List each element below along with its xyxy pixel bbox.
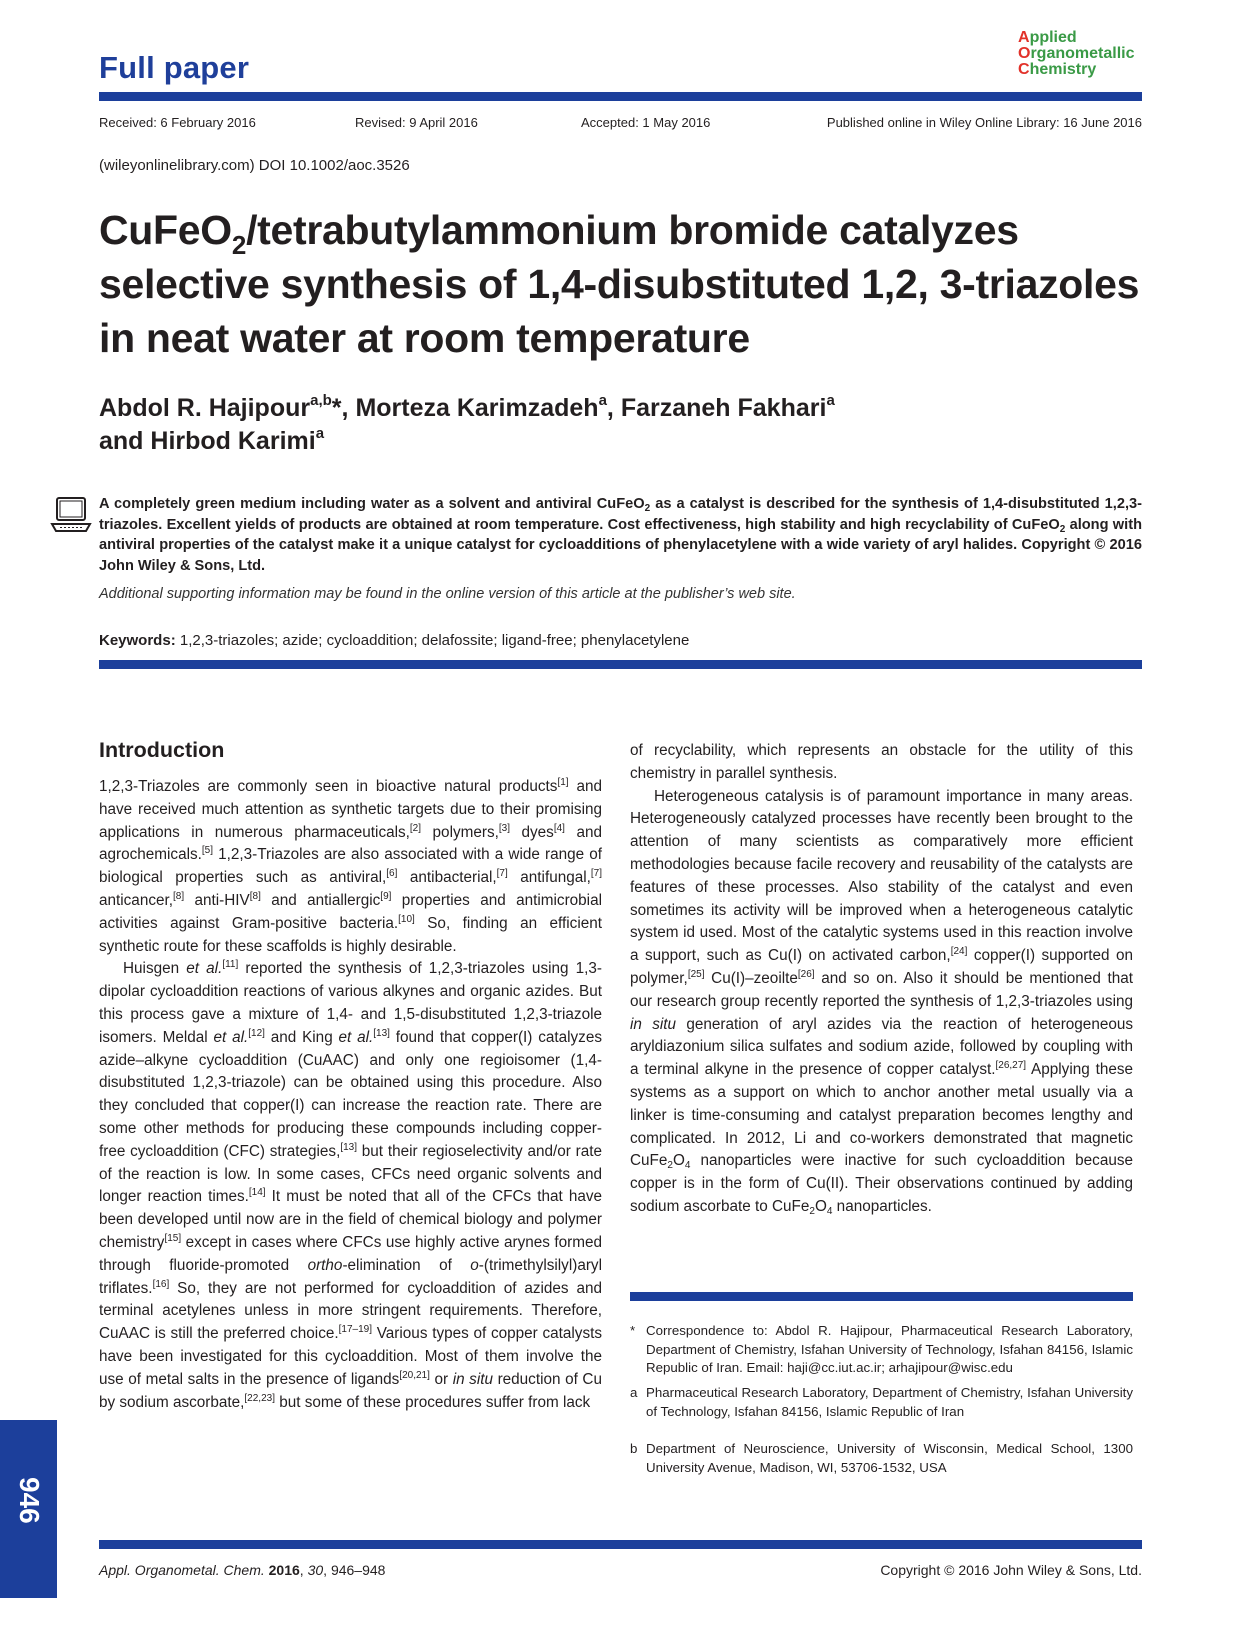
header-label: Full paper — [99, 50, 250, 85]
keywords: Keywords: 1,2,3-triazoles; azide; cycloaddition; delafossite; ligand-free; phenylacetylene — [99, 632, 690, 649]
correspondence-note: * Correspondence to: Abdol R. Hajipour, Pharmaceutical Research Laboratory, Department of Chemistry, Isfahan University of Technology, Isfahan 84156, Islamic Republic of Iran. Email: haji@cc.iut.ac.ir; arhajipour@wisc.edu — [630, 1323, 1133, 1375]
revised-date: Revised: 9 April 2016 — [355, 115, 478, 130]
header-rule — [99, 92, 1142, 101]
right-column — [630, 740, 1133, 1219]
laptop-icon — [50, 496, 92, 534]
author-name: Abdol R. Hajipour — [99, 394, 311, 422]
logo-line-3: Chemistry — [1018, 61, 1097, 78]
left-column — [99, 776, 602, 1414]
author-name: Farzaneh Fakhari — [620, 394, 827, 422]
article-title: CuFeO$_2$/tetrabutylammonium bromide catalyzes selective synthesis of 1,4-disubstituted 1,2, 3-triazoles in neat water at room temperature — [99, 207, 1140, 361]
paragraph: of recyclability, which represents an obstacle for the utility of this chemistry in parallel synthesis. — [630, 742, 1133, 782]
accepted-date: Accepted: 1 May 2016 — [581, 115, 711, 130]
logo-line-2: Organometallic — [1018, 45, 1135, 62]
author-name: Morteza Karimzadeh — [355, 394, 599, 422]
affiliation-a: a Pharmaceutical Research Laboratory, Department of Chemistry, Isfahan University of Technology, Isfahan 84156, Islamic Republic of Iran — [630, 1385, 1133, 1419]
author-list: Abdol R. Hajipour$^{a,b}$*, Morteza Karimzadeh$^a$, Farzaneh Fakhari$^a$ and Hirbod Karimi$^a$ — [99, 392, 835, 455]
paragraph: 1,2,3-Triazoles are commonly seen in bioactive natural products[1] and have received much attention as synthetic targets due to their promising applications in numerous pharmaceuticals,[2] polymers,[3] dyes[4] and agrochemicals.[5] 1,2,3-Triazoles are also associated with a wide range of biological properties such as antiviral,[6] antibacterial,[7] antifungal,[7] anticancer,[8] anti-HIV[8] and antiallergic[9] properties and antimicrobial activities against Gram-positive bacteria.[10] So, finding an efficient synthetic route for these scaffolds is highly desirable. — [99, 777, 603, 955]
paragraph: Heterogeneous catalysis is of paramount importance in many areas. Heterogeneously catalyzed processes have recently been brought to the attention of many scientists as comparatively more efficient methodologies because facile recovery and reusability of the catalysts are features of these processes. Also stability of the catalyst and even sometimes its activity will be improved when a heterogeneous catalytic system id used. Most of the catalytic systems used in this reaction involve a support, such as Cu(I) on activated carbon,[24] copper(I) supported on polymer,[25] Cu(I)–zeoilte[26] and so on. Also it should be mentioned that our research group recently reported the synthesis of 1,2,3-triazoles using in situ generation of aryl azides via the reaction of heterogeneous aryldiazonium silica sulfates and sodium azide, followed by coupling with a terminal alkyne in the presence of copper catalyst.[26,27] Applying these systems as a support on which to anchor another metal usually via a linker is time-consuming and catalyst preparation becomes lengthy and complicated. In 2012, Li and co-workers demonstrated that magnetic $CuFe_2O_4$ nanoparticles were inactive for such cycloaddition because copper is in the form of Cu(II). Their observations continued by adding sodium ascorbate to $CuFe_2O_4$ nanoparticles. — [630, 787, 1134, 1217]
supporting-info-note: Additional supporting information may be found in the online version of this article at the publisher’s web site. — [99, 586, 796, 602]
page-number: 946 — [14, 1477, 45, 1524]
paragraph: Huisgen et al.[11] reported the synthesis of 1,2,3-triazoles using 1,3-dipolar cycloaddition reactions of various alkynes and organic azides. But this process gave a mixture of 1,4- and 1,5-disubstituted 1,2,3-triazole isomers. Meldal et al.[12] and King et al.[13] found that copper(I) catalyzes azide–alkyne cycloaddition (CuAAC) and only one regioisomer (1,4-disubstituted 1,2,3-triazole) can be obtained using this procedure. Also they concluded that copper(I) can increase the reaction rate. There are some other methods for producing these compounds including copper-free cycloaddition (CFC) strategies,[13] but their regioselectivity and/or rate of the reaction is low. In some cases, CFCs need organic solvents and longer reaction times.[14] It must be noted that all of the CFCs that have been developed until now are in the field of chemical biology and polymer chemistry[15] except in cases where CFCs use highly active arynes formed through fluoride-promoted ortho-elimination of o-(trimethylsilyl)aryl triflates.[16] So, they are not performed for cycloaddition of azides and terminal acetylenes unless in more stringent requirements. Therefore, CuAAC is still the preferred choice.[17–19] Various types of copper catalysts have been investigated for this cycloaddition. Most of them involve the use of metal salts in the presence of ligands[20,21] or in situ reduction of Cu by sodium ascorbate,[22,23] but some of these procedures suffer from lack — [99, 959, 603, 1411]
doi[interactable]: (wileyonlinelibrary.com) DOI 10.1002/aoc.3526 — [99, 157, 410, 174]
abstract: A completely green medium including water as a solvent and antiviral CuFeO$_2$ as a catalyst is described for the synthesis of 1,4-disubstituted 1,2,3-triazoles. Excellent yields of products are obtained at room temperature. Cost effectiveness, high stability and high recyclability of CuFeO$_2$ along with antiviral properties of the catalyst make it a unique catalyst for cycloadditions of phenylacetylene with a wide variety of aryl halides. Copyright © 2016 John Wiley & Sons, Ltd. — [99, 496, 1142, 574]
published-date: Published online in Wiley Online Library: 16 June 2016 — [826, 115, 1142, 130]
abstract-rule — [99, 660, 1142, 669]
footnote-rule — [630, 1292, 1133, 1301]
section-heading-introduction: Introduction — [99, 738, 225, 762]
journal-logo[interactable] — [1018, 30, 1134, 78]
received-date: Received: 6 February 2016 — [99, 115, 256, 130]
footer-rule — [99, 1540, 1142, 1549]
author-name: and Hirbod Karimi — [99, 427, 316, 455]
footer-copyright: Copyright © 2016 John Wiley & Sons, Ltd. — [880, 1562, 1142, 1578]
logo-line-1: Applied — [1018, 29, 1077, 46]
footer-citation: Appl. Organometal. Chem. 2016, 30, 946–948 — [99, 1562, 386, 1578]
affiliation-b: b Department of Neuroscience, University of Wisconsin, Medical School, 1300 University Avenue, Madison, WI, 53706-1532, USA — [630, 1441, 1133, 1475]
